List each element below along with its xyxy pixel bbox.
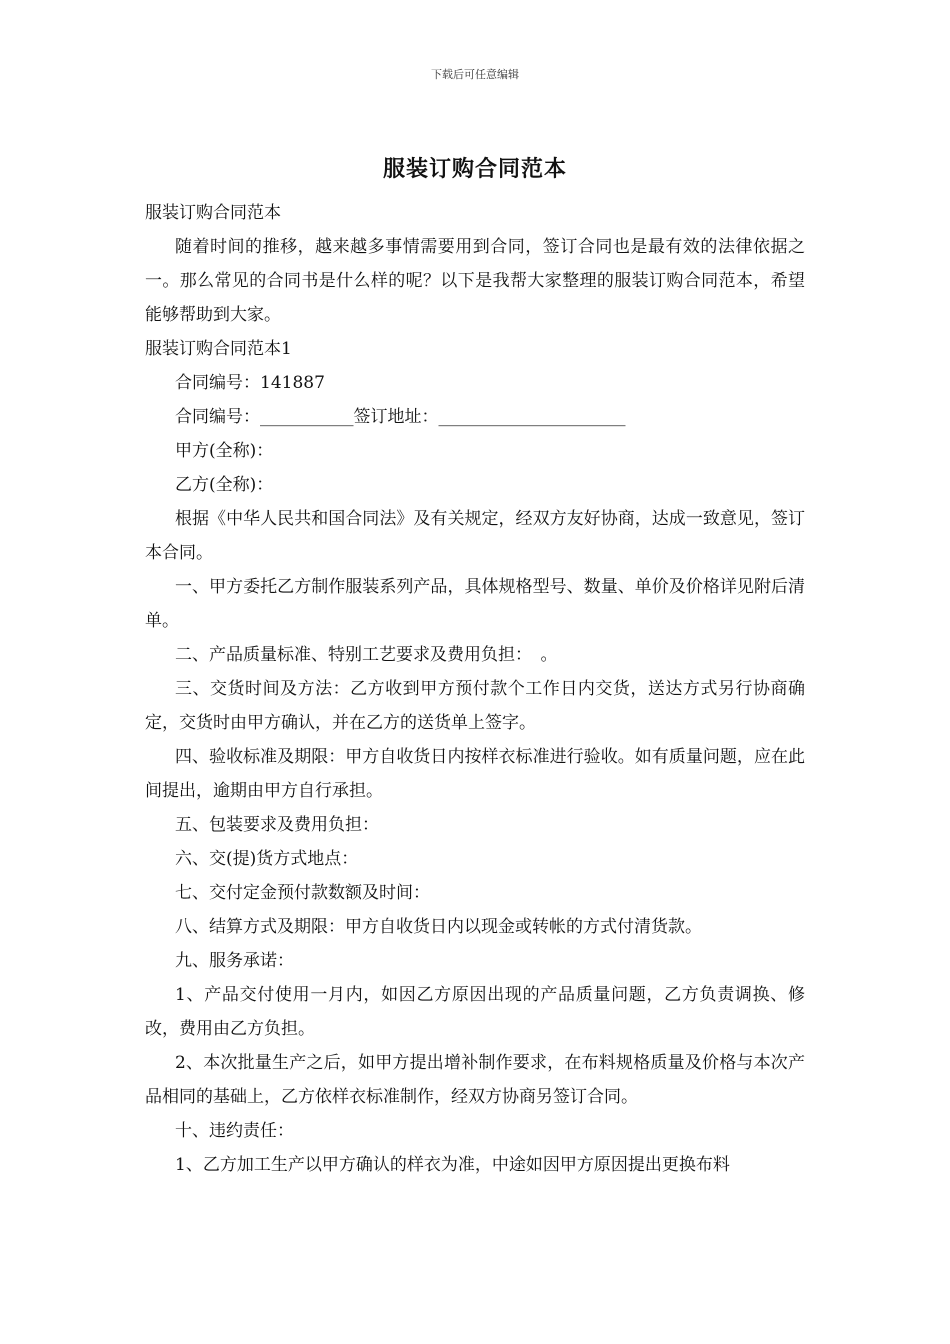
contract-number-address-line: 合同编号：___________签订地址：______________________ [175,407,626,427]
document-body [145,196,805,1182]
section-heading-sample-1: 服装订购合同范本1 [145,339,292,359]
party-b-line: 乙方(全称)： [175,475,274,495]
clause-4: 四、验收标准及期限：甲方自收货日内按样衣标准进行验收。如有质量问题，应在此间提出，逾期由甲方自行承担。 [145,747,805,801]
clause-10: 十、违约责任： [175,1121,294,1141]
clause-3: 三、交货时间及方法：乙方收到甲方预付款个工作日内交货，送达方式另行协商确定，交货时由甲方确认，并在乙方的送货单上签字。 [145,679,805,733]
clause-6: 六、交(提)货方式地点： [175,849,359,869]
clause-9: 九、服务承诺： [175,951,294,971]
subtitle-paragraph: 服装订购合同范本 [145,203,281,223]
clause-8: 八、结算方式及期限：甲方自收货日内以现金或转帐的方式付清货款。 [175,917,702,937]
contract-number-line: 合同编号：141887 [175,373,325,393]
clause-10-item-1: 1、乙方加工生产以甲方确认的样衣为准，中途如因甲方原因提出更换布料 [175,1155,730,1175]
clause-7: 七、交付定金预付款数额及时间： [175,883,430,903]
clause-9-item-2: 2、本次批量生产之后，如甲方提出增补制作要求，在布料规格质量及价格与本次产品相同的基础上，乙方依样衣标准制作，经双方协商另签订合同。 [145,1053,805,1107]
clause-5: 五、包装要求及费用负担： [175,815,379,835]
clause-2: 二、产品质量标准、特别工艺要求及费用负担： 。 [175,645,558,665]
party-a-line: 甲方(全称)： [175,441,274,461]
clause-9-item-1: 1、产品交付使用一月内，如因乙方原因出现的产品质量问题，乙方负责调换、修改，费用由乙方负担。 [145,985,805,1039]
preamble-paragraph: 根据《中华人民共和国合同法》及有关规定，经双方友好协商，达成一致意见，签订本合同。 [145,509,805,563]
page-header-note: 下载后可任意编辑 [431,68,519,81]
clause-1: 一、甲方委托乙方制作服装系列产品，具体规格型号、数量、单价及价格详见附后清单。 [145,577,805,631]
document-title: 服装订购合同范本 [382,156,567,182]
intro-paragraph: 随着时间的推移，越来越多事情需要用到合同，签订合同也是最有效的法律依据之一。那么常见的合同书是什么样的呢？以下是我帮大家整理的服装订购合同范本，希望能够帮助到大家。 [145,237,805,325]
